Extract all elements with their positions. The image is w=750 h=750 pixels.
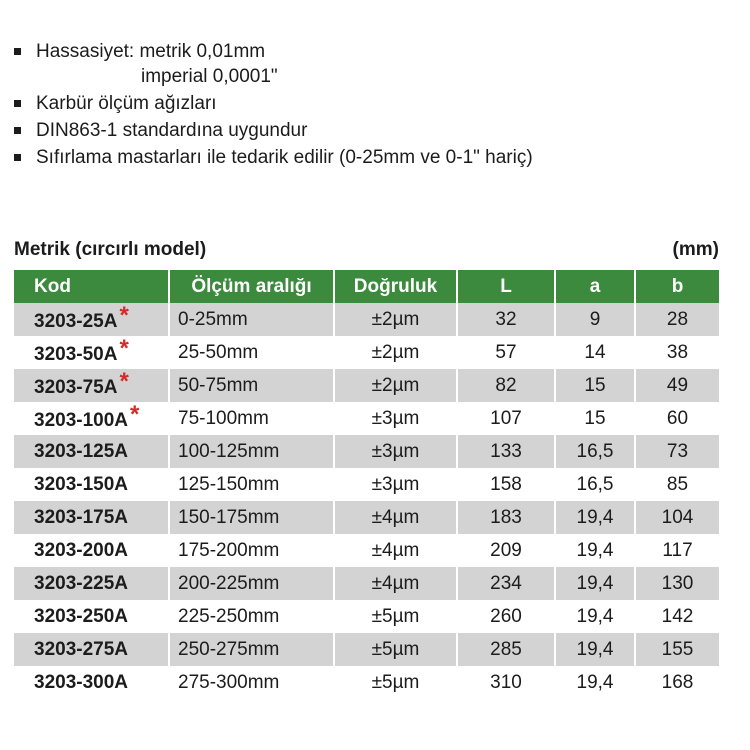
range-cell	[169, 336, 334, 369]
table-row	[14, 666, 719, 699]
accuracy-cell-text: ±3µm	[371, 473, 420, 495]
feature-item	[14, 38, 533, 90]
table-row	[14, 435, 719, 468]
l-cell-text: 158	[490, 473, 522, 495]
kod-cell	[14, 336, 169, 369]
accuracy-cell	[334, 468, 457, 501]
kod-cell-text: 3203-150A	[34, 473, 129, 495]
accuracy-cell	[334, 600, 457, 633]
kod-cell	[14, 600, 169, 633]
l-cell	[457, 600, 555, 633]
accuracy-cell-text: ±5µm	[371, 605, 420, 627]
kod-cell-text: 3203-200A	[34, 539, 129, 561]
kod-cell	[14, 534, 169, 567]
l-cell	[457, 666, 555, 699]
accuracy-cell-text: ±2µm	[371, 308, 420, 330]
a-cell	[555, 402, 635, 435]
b-cell	[635, 633, 719, 666]
a-cell-text: 9	[589, 308, 601, 330]
l-cell-text: 107	[490, 407, 522, 429]
a-cell	[555, 633, 635, 666]
table-row	[14, 369, 719, 402]
a-cell	[555, 336, 635, 369]
accuracy-cell-text: ±3µm	[371, 440, 420, 462]
accuracy-cell	[334, 402, 457, 435]
spec-table	[14, 270, 719, 699]
kod-cell	[14, 435, 169, 468]
range-cell-text: 150-175mm	[178, 506, 280, 528]
b-cell	[635, 666, 719, 699]
range-cell-text: 125-150mm	[178, 473, 280, 495]
table-title: Metrik (cırcırlı model)	[14, 239, 207, 260]
range-cell-text: 250-275mm	[178, 638, 280, 660]
feature-text: Sıfırlama mastarları ile tedarik edilir (0-25mm ve 0-1" hariç)	[36, 147, 533, 168]
range-cell-text: 275-300mm	[178, 671, 280, 693]
table-row	[14, 501, 719, 534]
kod-cell	[14, 468, 169, 501]
range-cell	[169, 633, 334, 666]
kod-cell-text: 3203-175A	[34, 506, 129, 528]
table-row	[14, 633, 719, 666]
a-cell	[555, 369, 635, 402]
l-cell-text: 32	[495, 308, 517, 330]
column-header-kod: Kod	[14, 270, 169, 303]
l-cell-text: 285	[490, 638, 522, 660]
column-header-range: Ölçüm aralığı	[169, 270, 334, 303]
range-cell-text: 175-200mm	[178, 539, 280, 561]
a-cell-text: 16,5	[576, 440, 614, 462]
a-cell-text: 19,4	[576, 539, 614, 561]
kod-cell	[14, 369, 169, 402]
l-cell	[457, 468, 555, 501]
asterisk-icon: *	[119, 301, 129, 329]
table-row	[14, 468, 719, 501]
accuracy-cell	[334, 435, 457, 468]
kod-cell-text: 3203-100A	[34, 409, 129, 431]
accuracy-cell-text: ±5µm	[371, 638, 420, 660]
feature-item	[14, 144, 533, 171]
a-cell	[555, 600, 635, 633]
l-cell-text: 133	[490, 440, 522, 462]
column-header-accuracy: Doğruluk	[334, 270, 457, 303]
kod-cell	[14, 567, 169, 600]
range-cell	[169, 435, 334, 468]
l-cell-text: 260	[490, 605, 522, 627]
b-cell-text: 38	[666, 341, 689, 363]
l-cell	[457, 501, 555, 534]
range-cell	[169, 369, 334, 402]
accuracy-cell-text: ±4µm	[371, 572, 420, 594]
b-cell-text: 73	[666, 440, 689, 462]
range-cell-text: 100-125mm	[178, 440, 280, 462]
accuracy-cell-text: ±2µm	[371, 374, 420, 396]
accuracy-cell-text: ±5µm	[371, 671, 420, 693]
column-header-l: L	[457, 270, 555, 303]
a-cell-text: 19,4	[576, 605, 614, 627]
table-header-row	[14, 270, 719, 303]
feature-text: Karbür ölçüm ağızları	[36, 93, 217, 114]
column-header-a: a	[555, 270, 635, 303]
l-cell	[457, 435, 555, 468]
accuracy-cell	[334, 633, 457, 666]
kod-cell-text: 3203-275A	[34, 638, 129, 660]
b-cell	[635, 534, 719, 567]
b-cell	[635, 501, 719, 534]
b-cell	[635, 600, 719, 633]
range-cell	[169, 303, 334, 336]
l-cell	[457, 336, 555, 369]
kod-cell	[14, 402, 169, 435]
range-cell-text: 50-75mm	[178, 374, 259, 396]
a-cell	[555, 303, 635, 336]
asterisk-icon: *	[119, 367, 129, 395]
b-cell-text: 168	[661, 671, 694, 693]
a-cell-text: 19,4	[576, 572, 614, 594]
accuracy-cell	[334, 534, 457, 567]
feature-list	[14, 38, 533, 171]
accuracy-cell	[334, 567, 457, 600]
bullet-square-icon	[14, 154, 21, 161]
accuracy-cell-text: ±2µm	[371, 341, 420, 363]
range-cell-text: 200-225mm	[178, 572, 280, 594]
range-cell-text: 25-50mm	[178, 341, 259, 363]
range-cell-text: 75-100mm	[178, 407, 269, 429]
range-cell	[169, 666, 334, 699]
accuracy-cell-text: ±3µm	[371, 407, 420, 429]
a-cell	[555, 666, 635, 699]
l-cell	[457, 369, 555, 402]
table-body	[14, 303, 719, 699]
kod-cell-text: 3203-75A	[34, 376, 118, 398]
kod-cell-text: 3203-125A	[34, 440, 129, 462]
range-cell	[169, 501, 334, 534]
table-row	[14, 402, 719, 435]
asterisk-icon: *	[130, 400, 140, 428]
kod-cell	[14, 633, 169, 666]
table-row	[14, 303, 719, 336]
b-cell-text: 142	[661, 605, 694, 627]
b-cell	[635, 402, 719, 435]
bullet-square-icon	[14, 48, 21, 55]
b-cell-text: 155	[661, 638, 694, 660]
asterisk-icon: *	[119, 334, 129, 362]
b-cell	[635, 336, 719, 369]
feature-text: Hassasiyet: metrik 0,01mm	[36, 41, 266, 62]
range-cell	[169, 468, 334, 501]
accuracy-cell	[334, 666, 457, 699]
range-cell-text: 0-25mm	[178, 308, 248, 330]
accuracy-cell	[334, 303, 457, 336]
table-row	[14, 600, 719, 633]
accuracy-cell-text: ±4µm	[371, 539, 420, 561]
range-cell	[169, 402, 334, 435]
l-cell-text: 82	[495, 374, 517, 396]
b-cell	[635, 303, 719, 336]
feature-item	[14, 90, 533, 117]
a-cell-text: 19,4	[576, 638, 614, 660]
range-cell	[169, 567, 334, 600]
feature-item	[14, 117, 533, 144]
b-cell	[635, 435, 719, 468]
l-cell-text: 234	[490, 572, 522, 594]
kod-cell	[14, 501, 169, 534]
l-cell	[457, 303, 555, 336]
b-cell-text: 85	[666, 473, 689, 495]
b-cell-text: 49	[666, 374, 689, 396]
kod-cell-text: 3203-300A	[34, 671, 129, 693]
kod-cell-text: 3203-50A	[34, 343, 118, 365]
bullet-square-icon	[14, 100, 21, 107]
a-cell	[555, 567, 635, 600]
table-row	[14, 336, 719, 369]
l-cell-text: 57	[495, 341, 517, 363]
feature-text-continuation: imperial 0,0001"	[141, 66, 278, 87]
a-cell-text: 19,4	[576, 671, 614, 693]
table-row	[14, 534, 719, 567]
table-row	[14, 567, 719, 600]
range-cell	[169, 600, 334, 633]
a-cell-text: 14	[584, 341, 606, 363]
l-cell	[457, 534, 555, 567]
l-cell-text: 183	[490, 506, 522, 528]
kod-cell	[14, 666, 169, 699]
accuracy-cell	[334, 369, 457, 402]
accuracy-cell-text: ±4µm	[371, 506, 420, 528]
a-cell-text: 16,5	[576, 473, 614, 495]
l-cell-text: 310	[490, 671, 522, 693]
b-cell	[635, 567, 719, 600]
accuracy-cell	[334, 336, 457, 369]
feature-text: DIN863-1 standardına uygundur	[36, 120, 308, 141]
unit-label: (mm)	[672, 239, 719, 260]
accuracy-cell	[334, 501, 457, 534]
l-cell-text: 209	[490, 539, 522, 561]
l-cell	[457, 567, 555, 600]
l-cell	[457, 402, 555, 435]
a-cell-text: 15	[584, 407, 606, 429]
kod-cell-text: 3203-225A	[34, 572, 129, 594]
a-cell-text: 19,4	[576, 506, 614, 528]
b-cell-text: 117	[662, 539, 693, 561]
l-cell	[457, 633, 555, 666]
b-cell-text: 60	[666, 407, 689, 429]
b-cell-text: 130	[661, 572, 694, 594]
bullet-square-icon	[14, 127, 21, 134]
b-cell	[635, 468, 719, 501]
range-cell	[169, 534, 334, 567]
b-cell-text: 28	[666, 308, 689, 330]
column-header-b: b	[635, 270, 719, 303]
range-cell-text: 225-250mm	[178, 605, 280, 627]
b-cell-text: 104	[661, 506, 694, 528]
b-cell	[635, 369, 719, 402]
kod-cell-text: 3203-25A	[34, 310, 118, 332]
a-cell	[555, 435, 635, 468]
a-cell	[555, 468, 635, 501]
a-cell	[555, 501, 635, 534]
kod-cell	[14, 303, 169, 336]
a-cell	[555, 534, 635, 567]
a-cell-text: 15	[584, 374, 606, 396]
kod-cell-text: 3203-250A	[34, 605, 129, 627]
